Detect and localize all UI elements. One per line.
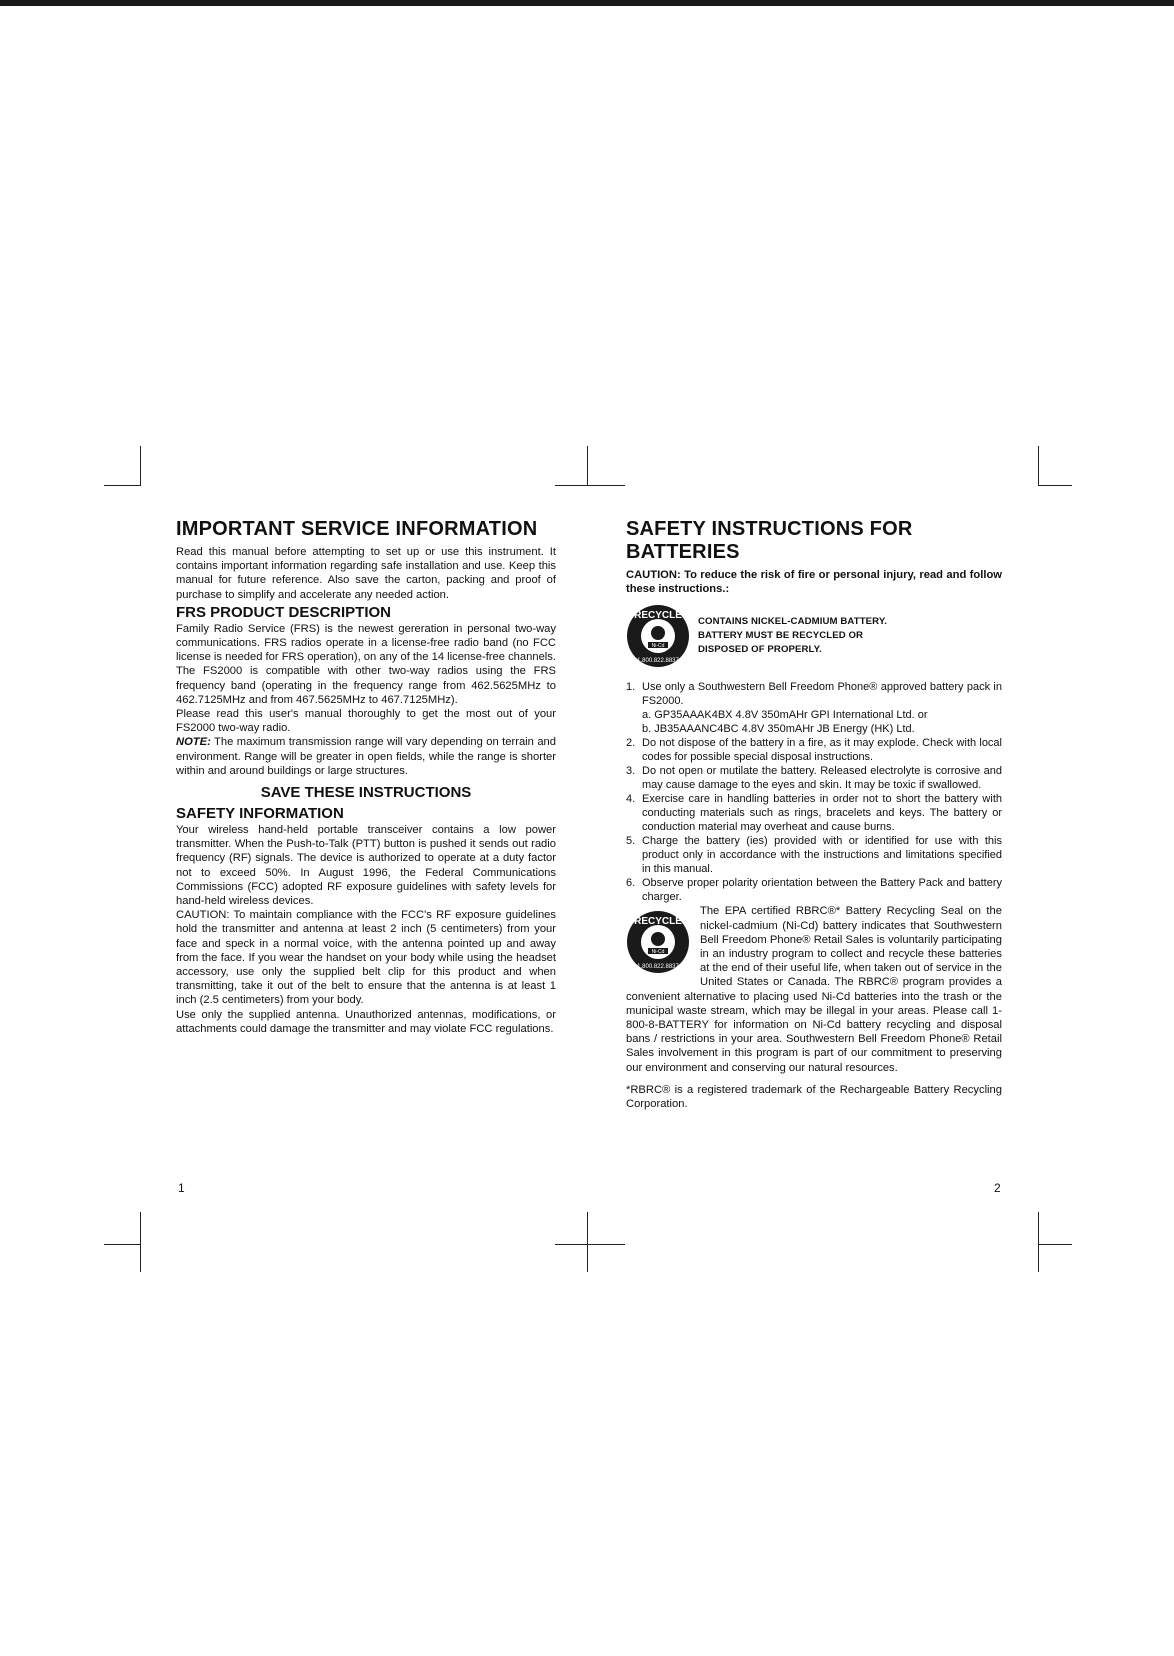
list-item: 1. Use only a Southwestern Bell Freedom Phone® approved battery pack in FS2000. [626,681,1002,708]
instruction-list [626,680,1002,904]
crop-mark [104,485,141,486]
page-number: 2 [994,1181,1001,1195]
crop-mark [140,1212,141,1272]
crop-mark [1038,485,1072,486]
left-page [176,518,556,1036]
crop-mark [1038,446,1039,486]
trademark-footnote: *RBRC® is a registered trademark of the Rechargeable Battery Recycling Corporation. [626,1083,1002,1111]
crop-mark [140,446,141,486]
crop-mark [104,1244,141,1245]
safety-paragraph: Your wireless hand-held portable transceiver contains a low power transmitter. When the Push-to-Talk (PTT) button is pushed it sends out radio frequency (RF) signals. The device is authorized to operate at a duty factor not to exceed 50%. In August 1996, the Federal Communications Commissions (FCC) adopted RF exposure guidelines with safety levels for hand-held wireless devices. [176,824,556,908]
list-item: 5. Charge the battery (ies) provided with or identified for use with this product only in accordance with the instructions and limitations specified in this manual. [626,835,1002,876]
seal-bottom-text: 1.800.822.8837 [637,658,679,665]
crop-mark [1038,1212,1039,1272]
list-item: 4. Exercise care in handling batteries in order not to short the battery with conducting materials such as rings, bracelets and keys. The battery or conduction material may overheat and cause burns. [626,793,1002,834]
page-title: SAFETY INSTRUCTIONS FOR BATTERIES [626,518,913,563]
recycle-seal-icon [626,604,690,668]
page-number: 1 [178,1181,185,1195]
antenna-paragraph: Use only the supplied antenna. Unauthorized antennas, modifications, or attachments could damage the transmitter and may violate FCC regulations. [176,1008,556,1035]
badge-line: DISPOSED OF PROPERLY. [698,644,822,656]
seal-top-text: RECYCLE [634,916,682,928]
battery-notice-text [698,615,887,657]
seal-center-text: Ni-Cd [651,643,665,650]
page-title: IMPORTANT SERVICE INFORMATION [176,518,538,540]
badge-line: BATTERY MUST BE RECYCLED OR [698,630,864,642]
epa-block [626,904,1002,1074]
list-item: a. GP35AAAK4BX 4.8V 350mAHr GPI International Ltd. or [642,709,928,722]
note-paragraph [176,735,556,778]
note-label: NOTE: [176,736,211,749]
frs-paragraph: Family Radio Service (FRS) is the newest gereration in personal two-way communications. FRS radios operate in a license-free radio band (no FCC license is needed for FRS operation), on any of the 14 license-free channels. [176,622,556,664]
caution-paragraph: CAUTION: To maintain compliance with the FCC's RF exposure guidelines hold the transmitter and antenna at least 2 inch (5 centimeters) from your face and speck in a normal voice, with the antenna pointed up and away from the face. If you wear the handset on your body while using the headset accessory, use only the supplied belt clip for this product and when transmitting, take it out of the belt to ensure that the antenna is at least 1 inch (2.5 centimeters) from your body. [176,909,556,1007]
list-item: 2. Do not dispose of the battery in a fire, as it may explode. Check with local codes for possible special disposal instructions. [626,737,1002,764]
battery-notice [626,604,1002,668]
frs-heading: FRS PRODUCT DESCRIPTION [176,603,392,621]
note-text: The maximum transmission range will vary depending on terrain and environment. Range will be greater in open fields, while the range is shorter within and around buildings or large structures. [176,736,556,777]
seal-top-text: RECYCLE [634,610,682,622]
crop-mark [587,1212,588,1272]
epa-paragraph: The EPA certified RBRC®* Battery Recycling Seal on the nickel-cadmium (Ni-Cd) battery indicates that Southwestern Bell Freedom Phone® Retail Sales is voluntarily participating in an industry program to collect and recycle these batteries at the end of their useful life, when taken out of service in the United States or Canada. The RBRC® program provides a convenient alternative to placing used Ni-Cd batteries into the trash or the municipal waste stream, which may be illegal in your areas. Please call 1-800-8-BATTERY for information on Ni-Cd battery recycling and disposal bans / restrictions in your area. Southwestern Bell Freedom Phone® Retail Sales involvement in this program is part of our commitment to preserving our environment and conserving our natural resources. [626,905,1002,1074]
crop-mark [555,485,625,486]
intro-paragraph: Read this manual before attempting to set up or use this instrument. It contains important information regarding safe installation and use. Keep this manual for future reference. Also save the carton, packing and proof of purchase to simplify and accelerate any needed action. [176,546,556,601]
scan-top-edge [0,0,1174,6]
caution-line: CAUTION: To reduce the risk of fire or personal injury, read and follow these instructions.: [626,569,1002,596]
crop-mark [1038,1244,1072,1245]
frs-paragraph: Please read this user's manual thoroughly to get the most out of your FS2000 two-way radio. [176,708,556,735]
save-heading: SAVE THESE INSTRUCTIONS [260,784,472,802]
seal-bottom-text: 1.800.822.8837 [637,964,679,971]
crop-mark [587,446,588,486]
crop-mark [555,1244,625,1245]
list-item: 6. Observe proper polarity orientation between the Battery Pack and battery charger. [626,877,1002,904]
badge-line: CONTAINS NICKEL-CADMIUM BATTERY. [698,616,888,628]
frs-paragraph: The FS2000 is compatible with other two-way radios using the FRS frequency band (operating in the frequency range from 462.5625MHz to 462.7125MHz and from 467.5625MHz to 467.7125MHz). [176,665,556,706]
right-page [626,518,1002,1111]
seal-center-text: Ni-Cd [651,949,665,956]
safety-heading: SAFETY INFORMATION [176,805,344,823]
recycle-seal-icon [626,910,690,974]
list-item: b. JB35AAANC4BC 4.8V 350mAHr JB Energy (HK) Ltd. [642,723,915,736]
list-item: 3. Do not open or mutilate the battery. Released electrolyte is corrosive and may cause damage to the eyes and skin. It may be toxic if swallowed. [626,765,1002,792]
